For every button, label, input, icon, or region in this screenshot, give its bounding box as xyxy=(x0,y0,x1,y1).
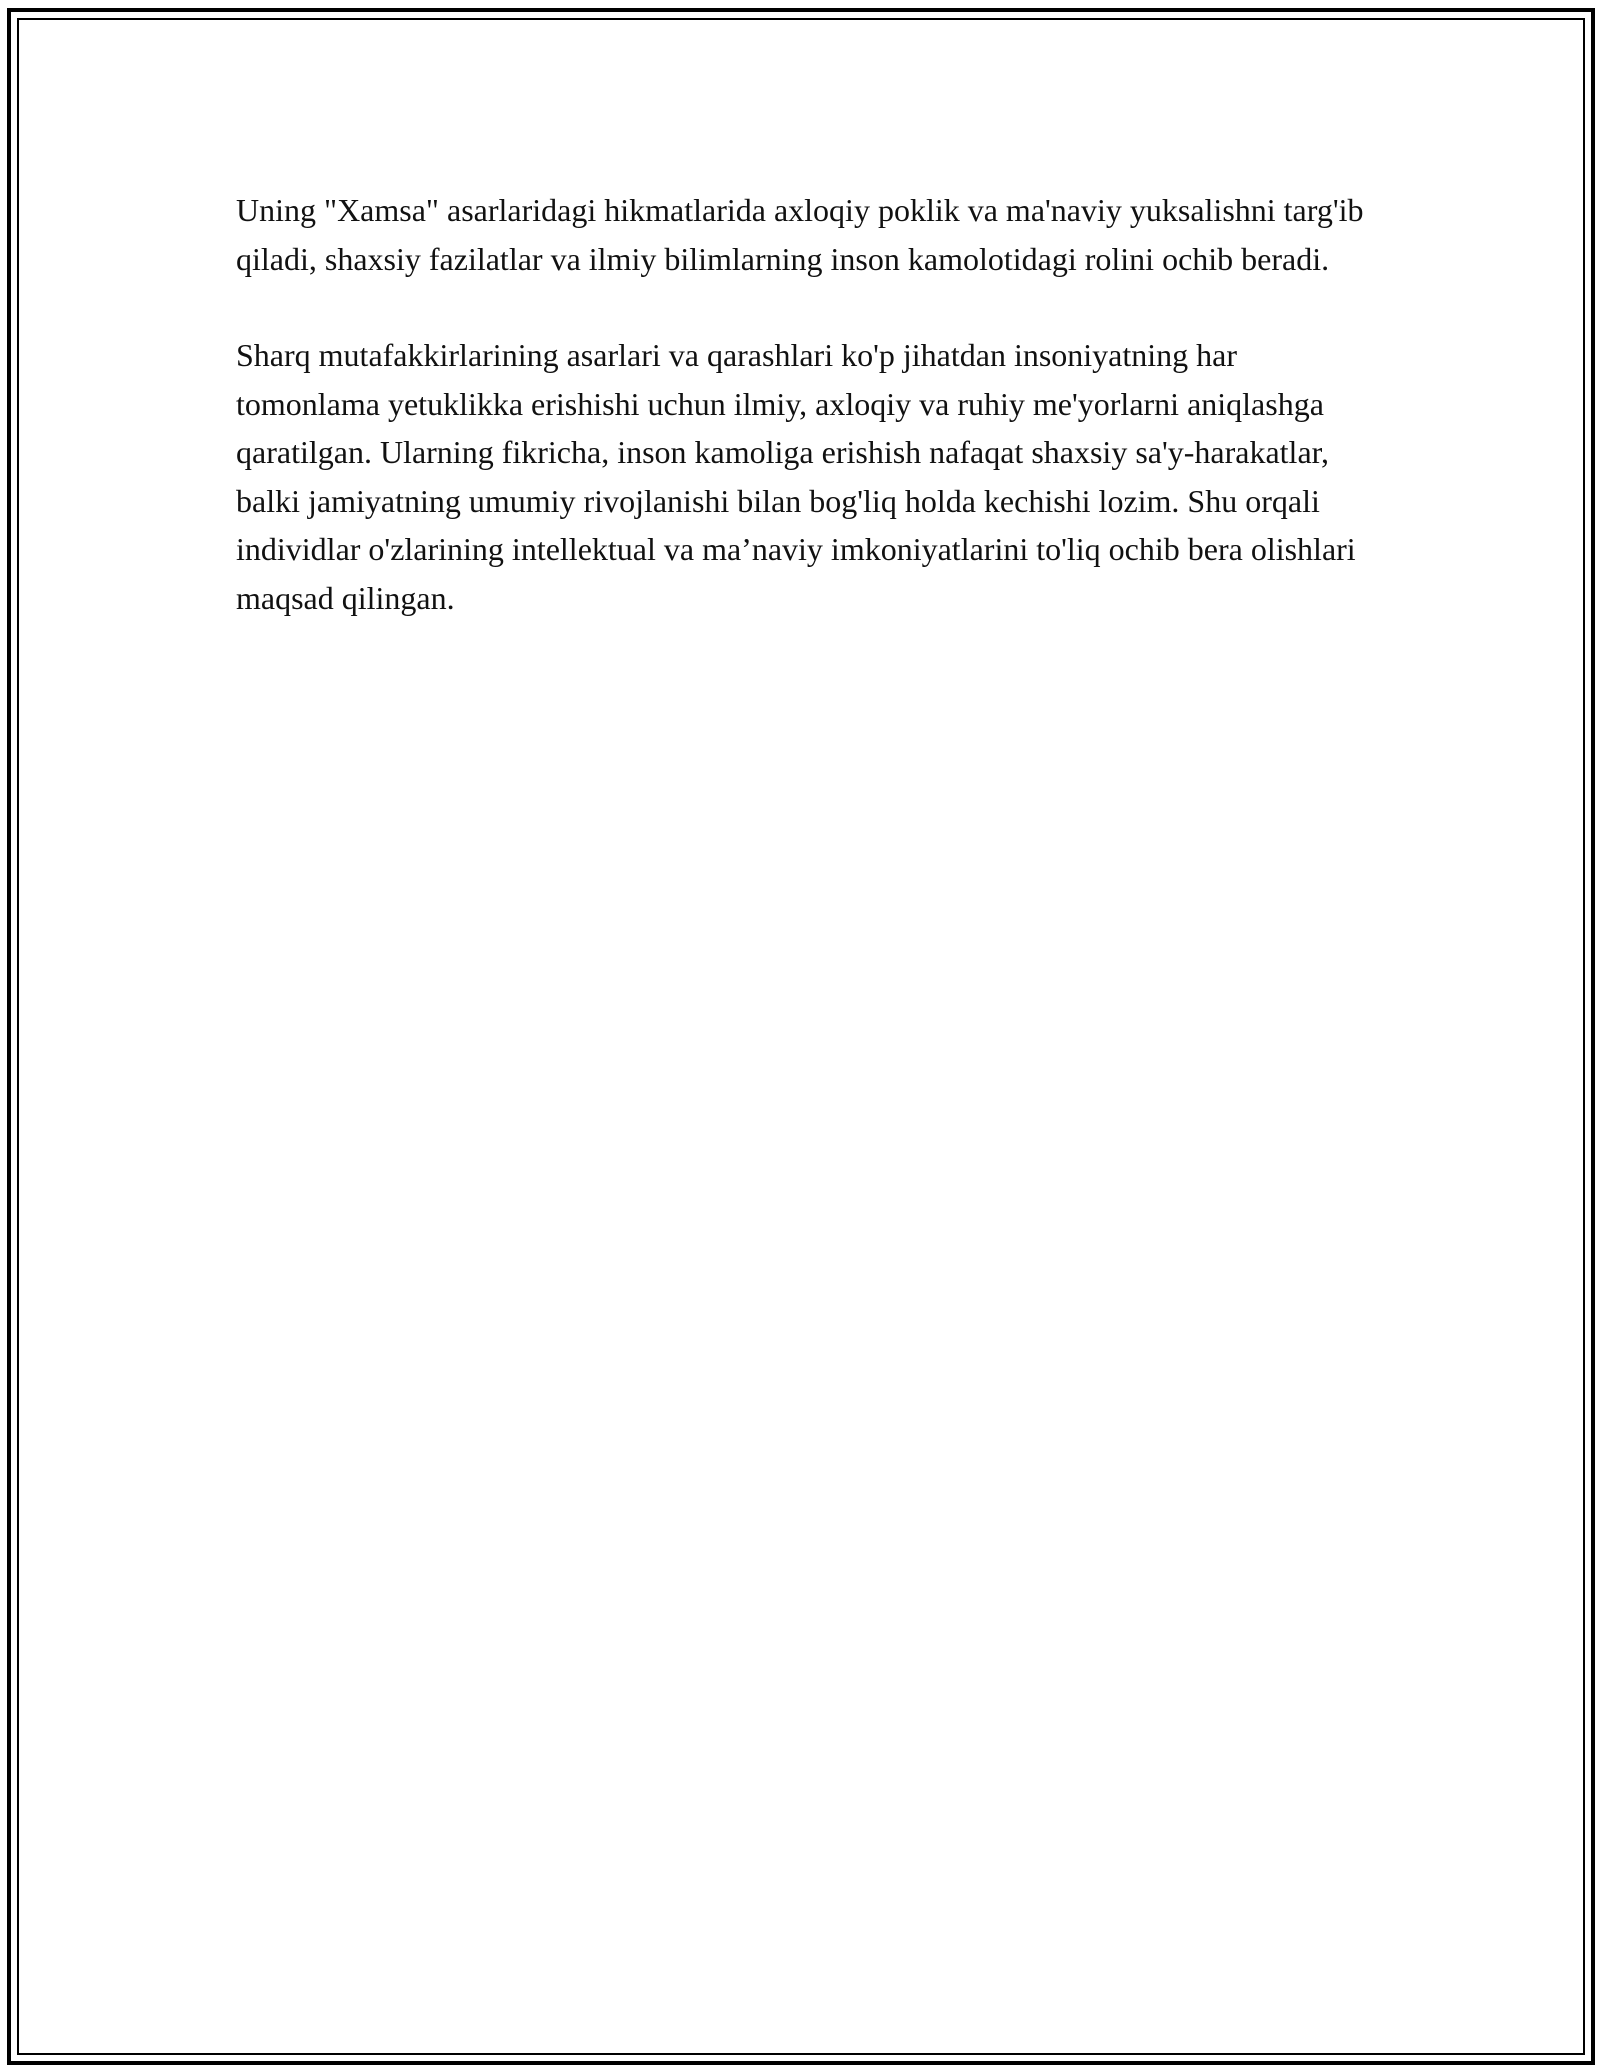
document-body xyxy=(236,186,1386,622)
paragraph-1: Uning "Xamsa" asarlaridagi hikmatlarida axloqiy poklik va ma'naviy yuksalishni targ'ib qiladi, shaxsiy fazilatlar va ilmiy bilimlarning inson kamolotidagi rolini ochib beradi. xyxy=(236,192,1364,277)
paragraph-2: Sharq mutafakkirlarining asarlari va qarashlari ko'p jihatdan insoniyatning har tomonlama yetuklikka erishishi uchun ilmiy, axloqiy va ruhiy me'yorlarni aniqlashga qaratilgan. Ularning fikricha, inson kamoliga erishish nafaqat shaxsiy sa'y-harakatlar, balki jamiyatning umumiy rivojlanishi bilan bog'liq holda kechishi lozim. Shu orqali individlar o'zlarining intellektual va ma’naviy imkoniyatlarini to'liq ochib bera olishlari maqsad qilingan. xyxy=(236,337,1356,616)
